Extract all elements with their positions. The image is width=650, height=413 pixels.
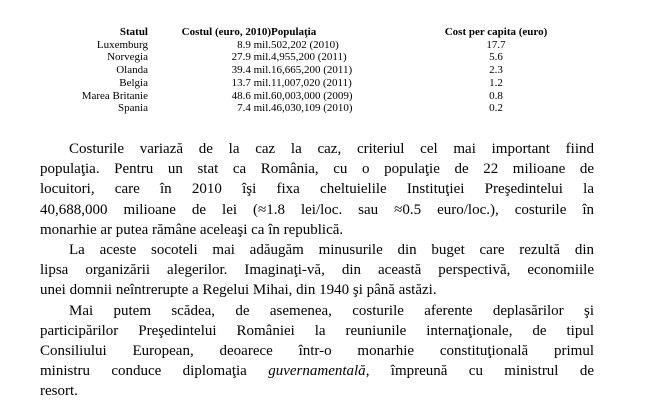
cell-per-capita: 0.8: [489, 89, 503, 102]
table-row: [0, 64, 557, 77]
text-line: populaţia. Pentru un stat ca România, cu o populaţie de 22 milioane de: [40, 161, 594, 178]
cell-country: Norvegia: [107, 51, 148, 64]
text-line: Costurile variază de la caz la caz, criteriul cel mai important fiind: [69, 141, 594, 157]
paragraph-budget: [40, 240, 594, 301]
cell-cost: 7.4 mil.: [237, 102, 271, 115]
text-line: Mai putem scădea, de asemenea, costurile aferente deplasărilor şi: [69, 302, 594, 319]
text-line: participărilor Preşedintelui României la reuniunile internaţionale, de tipul: [40, 322, 594, 339]
cell-country: Olanda: [116, 64, 148, 77]
cell-cost: 8.9 mil.: [237, 38, 271, 51]
text-line: unei domnii neîntrerupte a Regelui Mihai, din 1940 şi până astăzi.: [40, 282, 437, 299]
table-row: [0, 51, 557, 64]
text-line: resort.: [40, 383, 78, 400]
table-row: [0, 39, 557, 52]
paragraph-costs: [40, 139, 594, 240]
cell-population: 502,202 (2010): [271, 38, 339, 51]
cell-population: 16,665,200 (2011): [271, 64, 353, 77]
text-line: locuitori, care în 2010 îşi fixa cheltuielile Instituţiei Preşedintelui la: [40, 181, 594, 198]
table-row: [0, 77, 557, 90]
col-header-statul: Statul: [119, 26, 148, 38]
cell-per-capita: 0.2: [489, 102, 503, 115]
text-line: [40, 361, 594, 381]
cell-country: Spania: [118, 102, 148, 115]
cell-population: 4,955,200 (2011): [271, 51, 347, 64]
cell-per-capita: 5.6: [489, 51, 503, 64]
article-text: [40, 139, 594, 402]
text-line: monarhie ar putea rămâne aceleaşi ca în republică.: [40, 221, 344, 238]
text-line: La aceste socoteli mai adăugăm minusurile din buget care rezultă din: [69, 242, 594, 259]
cell-per-capita: 1.2: [489, 76, 503, 89]
cell-cost: 39.4 mil.: [231, 64, 271, 77]
cell-population: 60,003,000 (2009): [271, 89, 353, 102]
cell-population: 11,007,020 (2011): [271, 76, 352, 89]
cell-cost: 48.6 mil.: [231, 89, 271, 102]
col-header-cost-per-capita: Cost per capita (euro): [444, 26, 548, 38]
text-segment: ministru conduce diplomaţia: [40, 363, 269, 380]
cell-cost: 27.9 mil.: [231, 51, 271, 64]
table-row: [0, 102, 557, 115]
col-header-costul: Costul (euro, 2010): [181, 26, 271, 38]
cell-country: Luxemburg: [96, 38, 148, 51]
italic-term: guvernamentală: [268, 363, 366, 380]
cell-population: 46,030,109 (2010): [271, 102, 353, 115]
table-row: [0, 90, 557, 103]
text-line: Consiliului European, deoarece într-o monarhie constituţională primul: [40, 343, 594, 360]
col-header-populatia: Populaţia: [271, 26, 317, 38]
cell-country: Marea Britanie: [81, 89, 148, 102]
paragraph-diplomacy: [40, 301, 594, 402]
cell-cost: 13.7 mil.: [231, 76, 271, 89]
text-line: lipsa organizării alegerilor. Imaginaţi-vă, din această perspectivă, economiile: [40, 262, 594, 279]
cell-country: Belgia: [119, 76, 148, 89]
country-costs-table: [0, 26, 557, 115]
cell-per-capita: 2.3: [489, 64, 503, 77]
text-line: 40,688,000 milioane de lei (≈1.8 lei/loc. sau ≈0.5 euro/loc.), costurile în: [40, 201, 594, 218]
text-segment: , împreună cu ministrul de: [365, 363, 594, 380]
cell-per-capita: 17.7: [486, 38, 506, 51]
table-header-row: [0, 26, 557, 39]
